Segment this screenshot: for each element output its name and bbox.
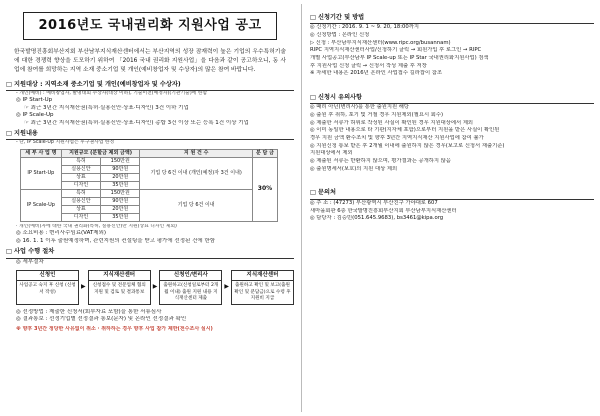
table-footnote: · 개인(예비)자에 대한 국내 권리화(특허, 실용신안)만 지원(상표 디자인 제외) xyxy=(16,223,177,229)
intro-paragraph: 한국발명진흥회부산지회 부산남부지식재산센터에서는 부산지역의 성장 잠재력이 높은 기업의 우수특허기술에 대한 경쟁력 향상을 도모하기 위하여 「2016 국내 권리화 지원사업」을 다음과 같이 공고하오니, 동 사업에 참여를 희망하는 지역 소재 중소기업 및 개인(예비창업자 및 수상자)의 많은 참여 바랍니다. xyxy=(14,48,286,73)
flow-step xyxy=(159,270,222,305)
procedure-flow xyxy=(16,270,294,305)
item-amount: 90만원 xyxy=(101,165,140,173)
procedure-sub: ◎ 세부절차 xyxy=(16,258,44,265)
flow-step-body: 출원하고 확인 및 보고(출원 확인 및 분담금)으로 수령 후 지원비 지급 xyxy=(234,283,291,301)
flow-step xyxy=(88,270,151,305)
support-note: - 단, IP Scale-Up 지원사업은 후구권사업 한정 xyxy=(16,140,115,146)
table-row xyxy=(21,157,278,165)
item-amount: 20만원 xyxy=(101,173,140,181)
table-row xyxy=(21,189,278,197)
section-eligibility-title: □ 지원대상 : 지역소재 중소기업 및 개인(예비창업자 및 수상자) xyxy=(6,81,294,91)
warning-note: ※ 향후 3년간 정당한 사유없이 취소 · 취하하는 경우 향후 사업 참가 제한(전수조사 실시) xyxy=(16,325,213,332)
section-procedure-title: □ 사업 수행 절차 xyxy=(6,248,294,258)
selection-method: ◎ 선정방법 : 제출한 신청서(회부자료 포함)을 통한 서류심사 xyxy=(16,308,162,315)
caution-line: ◎ 제출한 서류가 허위로 작성된 사실이 확인된 경우 지원대상에서 제외 xyxy=(310,119,474,126)
flow-step-head: 지식재산센터 xyxy=(89,271,150,281)
apply-line: 후 지원사업 신청 클릭 → 신청서 작성 제출 후 저장 xyxy=(310,62,427,69)
section-apply-title: □ 신청기간 및 방법 xyxy=(310,14,594,24)
support-table xyxy=(20,149,278,222)
contact-line: ◎ 담당자 : 김승민(051.645.9683), bs3461@kipa.org xyxy=(310,215,444,222)
arrow-right-icon: ▶ xyxy=(81,283,86,291)
item-type: 상표 xyxy=(61,205,100,213)
program-name: IP Scale-Up xyxy=(21,189,62,221)
flow-step-body: 신청접수 및 전문업체 협의 지원 및 검토 및 결과통보 xyxy=(92,283,146,295)
caution-line: 경우 지원 금액 환수조치 및 향후 3년간 지역지식재산 지원사업에 참여 불가 xyxy=(310,135,484,142)
caution-line: ◎ 이미 동일한 내용으로 타 기관(지자체 포함)으로부터 지원을 받은 사실이 확인된 xyxy=(310,127,500,134)
item-type: 디자인 xyxy=(61,213,100,221)
page-title: 2016년도 국내권리화 지원사업 공고 xyxy=(23,12,277,40)
table-header: 분 담 금 xyxy=(252,149,277,157)
section-support-title: □ 지원내용 xyxy=(6,130,294,140)
flow-step xyxy=(16,270,79,305)
ip-start-desc: ☞ 최근 3년간 지식재산권(특허·실용신안·상표·디자인) 3건 이하 기업 xyxy=(24,104,189,111)
contact-line: ◎ 주 소 : (47273) 부산광역시 부산진구 가야대로 607 xyxy=(310,199,438,206)
left-column xyxy=(6,0,294,416)
section-contact-title: □ 문의처 xyxy=(310,189,594,199)
item-amount: 35만원 xyxy=(101,181,140,189)
item-type: 특허 xyxy=(61,157,100,165)
item-type: 디자인 xyxy=(61,181,100,189)
item-type: 실용신안 xyxy=(61,165,100,173)
arrow-right-icon: ▶ xyxy=(224,283,229,291)
eligibility-note: - 개인(예비) : 예비창업자, 발명대회 수상자(대상 이하), 기술이전(예정자)(기관기술)에 한함 xyxy=(16,90,208,96)
apply-line: ※ 자세한 내용은 2016년 온라인 사업접수 길라잡이 참조 xyxy=(310,70,443,77)
caution-line: ◎ 출원 후 취하, 포기 및 거절 경우 지원제외(필요시 회수) xyxy=(310,112,444,119)
flow-step-body: 사업공고 숙지 후 신청 (신청서 작성) xyxy=(19,283,76,295)
ip-scale-desc: ☞ 최근 3년간 지식재산권(특허·실용신안·상표·디자인) 총합 3건 이상 또는 등록 1건 이상 기업 xyxy=(24,119,249,126)
caution-line: ◎ 제출된 서류는 반환하지 않으며, 평가결과는 공개하지 않음 xyxy=(310,158,451,165)
caution-line: ◎ 출원명세서(보호)의 지원 대상 제외 xyxy=(310,165,398,172)
result-notification: ◎ 결과통보 : 선정기업별 선정결과 통보(문자) 및 온라인 선정결과 확인 xyxy=(16,316,187,323)
table-header-row xyxy=(21,149,278,157)
ip-start-label: ◎ IP Start-Up xyxy=(16,97,53,104)
apply-line: RIPC 지역지식재산센터사업/신청하기 클릭 → 회원가입 후 로그인 → RIPC xyxy=(310,47,482,54)
support-date-condition: ◎ 16. 1. 1 이후 출원예정하며, 관련지원의 컨설팅을 받고 평가에 선정된 건에 한함 xyxy=(16,237,216,244)
item-amount: 150만원 xyxy=(101,189,140,197)
caution-line: ◎ 때리 아닌(변리사)를 통한 출원지원 해당 xyxy=(310,104,410,111)
support-scope: ◎ 소요비용 : 변리사수임료(VAT제외) xyxy=(16,230,107,237)
apply-line: ◎ 신청기간 : 2016. 9. 1 ~ 9. 20, 18:00까지 xyxy=(310,24,420,31)
flow-step-head: 신청인/변리사 xyxy=(160,271,221,281)
item-type: 실용신안 xyxy=(61,197,100,205)
section-caution-title: □ 신청시 유의사항 xyxy=(310,94,594,104)
caution-line: 지원대상에서 제외 xyxy=(310,150,353,157)
support-count: 기업 당 6건 이내 xyxy=(140,189,253,221)
table-header: 지원규모 (분할금 제외 금액) xyxy=(61,149,140,157)
flow-step-body: 출원하고(신청일로부터 2개월 이내) 출원 지원 내용 지식재산센터 제출 xyxy=(163,283,219,301)
column-divider xyxy=(301,4,302,412)
apply-line: 개별 사업공고(부산남부 IP Scale-up 또는 IP Star 국내권리화지원사업) 검색 xyxy=(310,55,489,62)
caution-line: ◎ 지원신청 통보 받은 후 2개월 이내에 출원하지 않은 경우(보고로 신청서 재출기준) xyxy=(310,142,505,149)
ip-scale-label: ◎ IP Scale-Up xyxy=(16,112,54,119)
program-name: IP Start-Up xyxy=(21,157,62,189)
right-column xyxy=(310,0,594,416)
flow-step-head: 신청인 xyxy=(17,271,78,281)
item-type: 특허 xyxy=(61,189,100,197)
support-count: 기업 당 6건 이내 (개인(예정)자 3건 이내) xyxy=(140,157,253,189)
item-amount: 20만원 xyxy=(101,205,140,213)
flow-step-head: 지식재산센터 xyxy=(232,271,293,281)
apply-line: ▷ 신청 : 부산남부지식재산센터(www.ripc.org/busannam) xyxy=(310,39,451,46)
item-amount: 35만원 xyxy=(101,213,140,221)
contact-line: 새마을회관 6층 한국발명진흥회부산지회 부산남부지식재산센터 xyxy=(310,207,457,214)
share-ratio: 30% xyxy=(252,157,277,221)
item-type: 상표 xyxy=(61,173,100,181)
arrow-right-icon: ▶ xyxy=(152,283,158,291)
item-amount: 150만원 xyxy=(101,157,140,165)
apply-line: ◎ 신청방법 : 온라인 신청 xyxy=(310,32,370,39)
table-header: 지 원 건 수 xyxy=(140,149,253,157)
table-header: 세 부 사 업 명 xyxy=(21,149,62,157)
flow-step xyxy=(231,270,294,305)
item-amount: 90만원 xyxy=(101,197,140,205)
